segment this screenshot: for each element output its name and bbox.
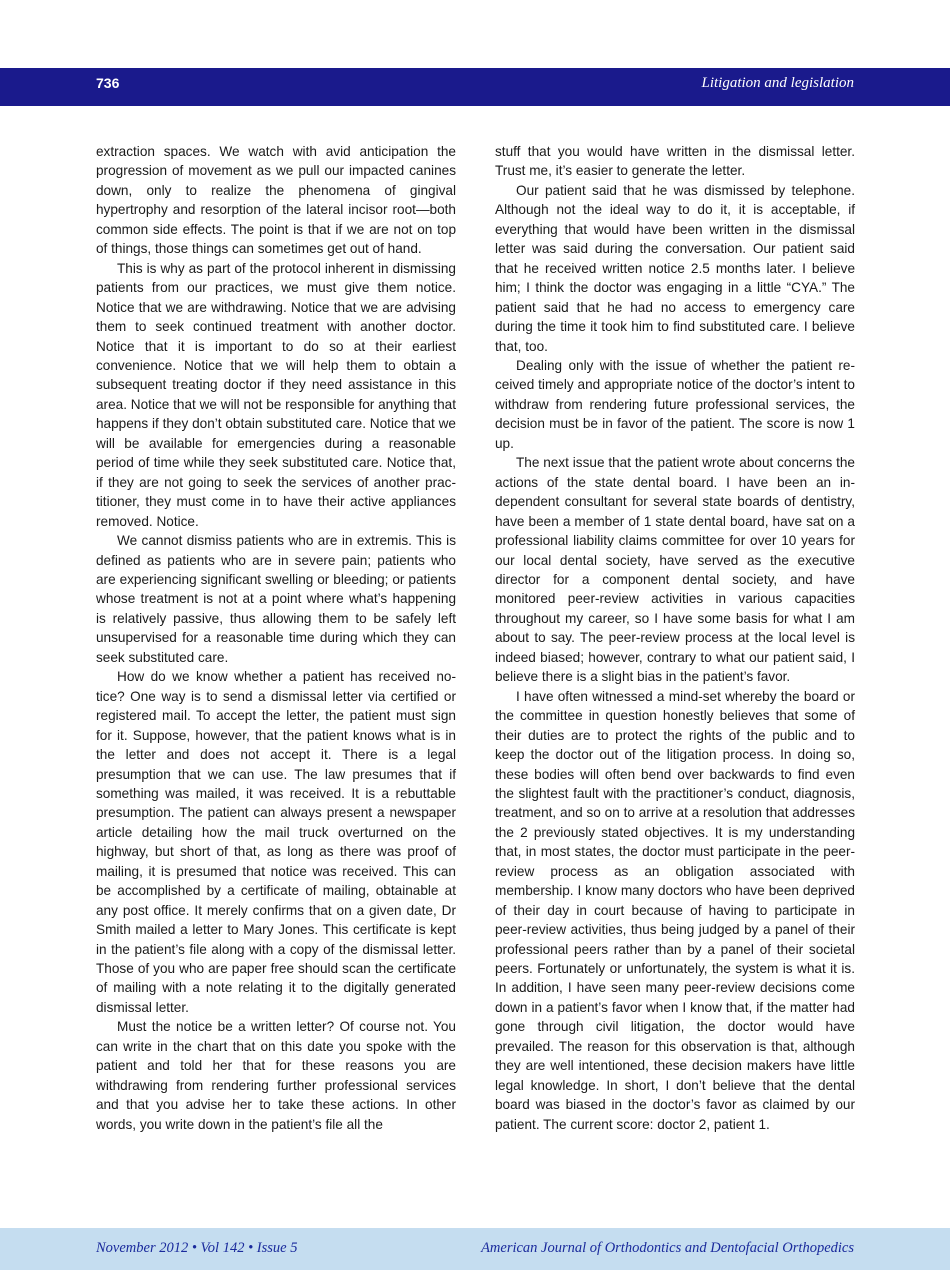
left-column: [96, 142, 456, 1134]
issue-info: November 2012 • Vol 142 • Issue 5: [96, 1240, 298, 1256]
right-column: [495, 142, 855, 1134]
running-footer: [0, 1228, 950, 1270]
paragraph: This is why as part of the protocol inherent in dismissing patients from our practices, we must give them notice. Notice that we are withdrawing. Notice that we are advising them to seek continued treatment with another doctor. Notice that it is important to do so at their earliest convenience. Notice that we will help them to obtain a subsequent treating doctor if they need assistance in this area. Notice that we will not be responsible for anything that happens if they don’t obtain substituted care. Notice that we will be available for emergencies during a reasonable period of time while they seek substituted care. Notice that, if they are not going to seek the services of another practitioner, they must come in to have their active appliances removed. Notice.: [96, 260, 456, 529]
paragraph: The next issue that the patient wrote about concerns the actions of the state dental board. I have been an independent consultant for several state boards of dentistry, have been a member of 1 state dental board, have sat on a professional liability claims committee for over 10 years for our local dental society, have served as the executive director for a component dental society, and have monitored peer-review activities in various capacities throughout my career, so I have some basis for what I am about to say. The peer-review process at the local level is indeed biased; however, contrary to what our patient said, I believe there is a slight bias in the patient’s favor.: [495, 455, 855, 685]
paragraph: Must the notice be a written letter? Of course not. You can write in the chart that on this date you spoke with the patient and told her that for these reasons you are withdrawing from rendering further professional services and that you advise her to take these actions. In other words, you write down in the patient’s file all the: [96, 1019, 456, 1132]
paragraph: stuff that you would have written in the dismissal letter. Trust me, it’s easier to generate the letter.: [495, 144, 855, 179]
paragraph: I have often witnessed a mind-set whereby the board or the committee in question honestly believes that some of their duties are to protect the rights of the public and to keep the doctor out of the litigation process. In doing so, these bodies will often bend over backwards to find even the slightest fault with the practitioner’s conduct, diagnosis, treatment, and so on to arrive at a resolution that addresses the 2 previously stated objectives. It is my understanding that, in most states, the doctor must participate in the peer-review process as an obligation associated with membership. I know many doctors who have been deprived of their day in court because of having to participate in peer-review activities, thus being judged by a panel of their professional peers rather than by a panel of their societal peers. Fortunately or unfortunately, the system is what it is. In addition, I have seen many peer-review decisions come down in a patient’s favor when I know that, if the matter had gone through civil litigation, the doctor would have prevailed. The reason for this observation is that, although they are well intentioned, these decision makers have little legal knowledge. In short, I don’t believe that the dental board was biased in the doctor’s favor as claimed by our patient. The current score: doctor 2, patient 1.: [495, 688, 855, 1132]
page-number: 736: [96, 75, 120, 91]
paragraph: We cannot dismiss patients who are in extremis. This is defined as patients who are in severe pain; patients who are experiencing significant swelling or bleeding; or patients whose treatment is not at a point where what’s happening is relatively passive, thus allowing them to be safely left unsupervised for a reasonable time during which they can seek substituted care.: [96, 533, 456, 665]
section-title: Litigation and legislation: [701, 75, 854, 91]
paragraph: extraction spaces. We watch with avid anticipation the progression of movement as we pull our impacted canines down, only to realize the phenomena of gingival hypertrophy and resorption of the lateral incisor root—both common side effects. The point is that if we are not on top of things, those things can sometimes get out of hand.: [96, 144, 456, 257]
running-header: [0, 68, 950, 106]
journal-name: American Journal of Orthodontics and Dentofacial Orthopedics: [481, 1240, 854, 1256]
paragraph: Our patient said that he was dismissed by telephone. Although not the ideal way to do it, it is acceptable, if everything that would have been written in the dismissal letter was said during the conversation. Our patient said that he received written notice 2.5 months later. I believe him; I think the doctor was engaging in a little “CYA.” The patient said that he had no access to emergency care during the time it took him to find substituted care. I believe that, too.: [495, 182, 855, 354]
paragraph: How do we know whether a patient has received notice? One way is to send a dismissal letter via certified or registered mail. To accept the letter, the patient must sign for it. Suppose, however, that the patient knows what is in the letter and does not accept it. There is a legal presumption that we can use. The law presumes that if something was mailed, it was received. It is a rebuttable presumption. The patient can always present a newspaper article detailing how the mail truck overturned on the highway, but short of that, as long as there was proof of mailing, it is presumed that notice was received. This can be accomplished by a certificate of mailing, obtainable at any post office. It merely confirms that on a given date, Dr Smith mailed a letter to Mary Jones. This certificate is kept in the patient’s file along with a copy of the dismissal letter. Those of you who are paper free should scan the certificate of mailing with a note relating it to the digitally generated dismissal letter.: [96, 669, 456, 1015]
paragraph: Dealing only with the issue of whether the patient received timely and appropriate notice of the doctor’s intent to withdraw from rendering future professional services, the decision must be in favor of the patient. The score is now 1 up.: [495, 357, 855, 451]
